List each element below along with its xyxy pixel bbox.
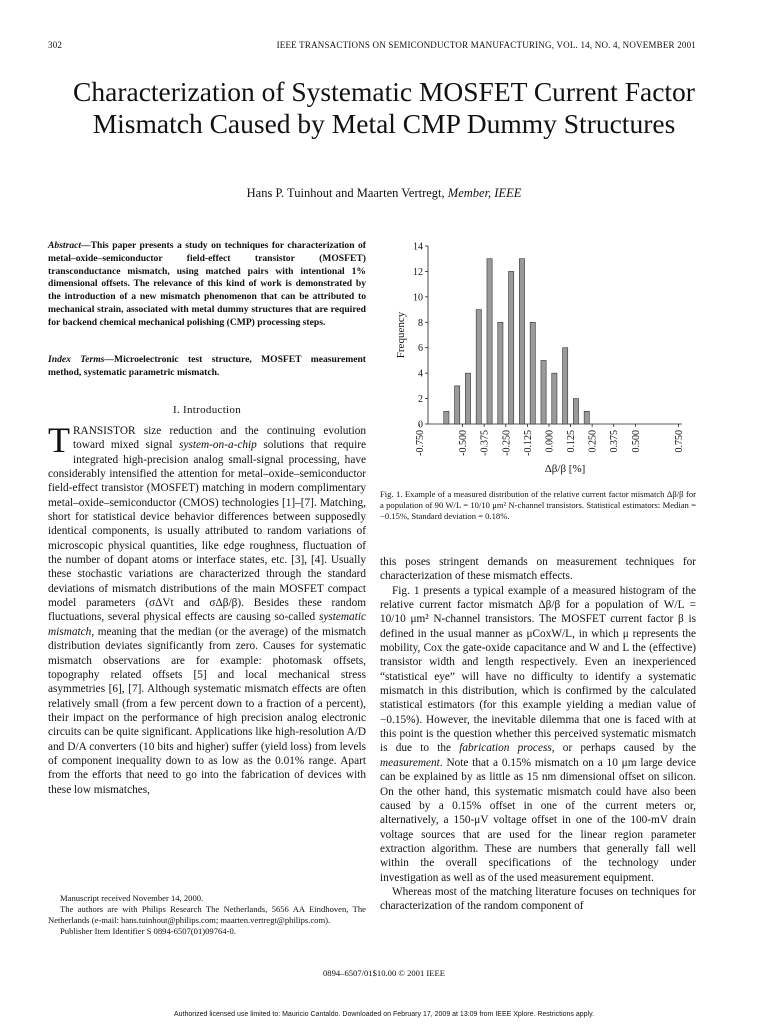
right-p2-measurement: measurement: [380, 756, 440, 769]
histogram-bar: [563, 348, 568, 424]
footnote-affiliation: The authors are with Philips Research The Netherlands, 5656 AA Eindhoven, The Netherlands (e-mail: hans.tuinhout@philips.com; maarten.vertregt@philips.com).: [48, 904, 366, 925]
intro-soc: system-on-a-chip: [179, 439, 257, 452]
copyright-line: 0894–6507/01$10.00 © 2001 IEEE: [322, 968, 446, 978]
x-tick-label: 0.375: [609, 430, 621, 453]
histogram-bar: [455, 386, 460, 424]
y-tick-label: 2: [418, 394, 423, 406]
right-p2-a: Fig. 1 presents a typical example of a measured histogram of the relative current factor mismatch Δβ/β for a population of W/L = 10/10 μm² N-channel transistors. The MOSFET current factor β is defined in the usual manner as μCoxW/L, in which μ represents the mobility, Cox the gate-oxide capacitance and W and L the (effective) transistor width and length respectively. Even an inexperienced “statistical eye” will have no difficulty to identify a systematic mismatch in this distribution, which is confirmed by the calculated statistical estimators (for this example yielding a median value of −0.15%). However, the inevitable dilemma that one is faced with at this point is the question whether this perceived systematic mismatch is due to the: [380, 584, 696, 755]
page-number: 302: [48, 40, 63, 50]
x-tick-label: -0.750: [414, 430, 426, 456]
figure-caption: Fig. 1. Example of a measured distribution of the relative current factor mismatch Δβ/β for a population of 90 W/L = 10/10 μm² N-channel transistors. Statistical estimators: Median = −0.15%, Standard deviation = 0.18%.: [380, 489, 696, 521]
intro-paragraph: [48, 420, 366, 797]
x-tick-label: 0.250: [587, 430, 599, 453]
y-tick-label: 0: [418, 419, 423, 431]
intro-text-a: RANSISTOR size reduction and the continuing evolution toward mixed signal: [73, 425, 366, 452]
right-paragraph-2: [380, 584, 696, 885]
authorized-use-notice: Authorized licensed use limited to: Mauricio Cantaldo. Downloaded on February 17, 2009 at 13:09 from IEEE Xplore. Restrictions apply.: [173, 1011, 595, 1018]
histogram-bar: [519, 259, 524, 424]
right-p2-fabrication: fabrication process: [459, 742, 552, 755]
journal-header: IEEE TRANSACTIONS ON SEMICONDUCTOR MANUFACTURING, VOL. 14, NO. 4, NOVEMBER 2001: [276, 40, 696, 50]
x-tick-label: -0.250: [501, 430, 513, 456]
histogram-figure: [380, 236, 696, 478]
y-axis-label: Frequency: [395, 311, 407, 359]
x-tick-label: 0.750: [674, 430, 686, 453]
author-line: [40, 186, 728, 201]
y-tick-label: 4: [418, 368, 423, 380]
y-tick-label: 6: [418, 343, 423, 355]
histogram-bar: [487, 259, 492, 424]
x-tick-label: 0.500: [630, 430, 642, 453]
index-terms-text: Microelectronic test structure, MOSFET measurement method, systematic parametric mismatch.: [48, 354, 366, 378]
abstract: [48, 240, 366, 330]
intro-text-c: , meaning that the median (or the average) of the mismatch distribution deviates significantly from zero. Causes for systematic mismatch observations are for example: photomask offsets, topography related offsets [5] and local mechanical stress asymmetries [6], [7]. Although systematic mismatch effects are often relatively small (from a few percent down to a fraction of a percent), their impact on the performance of high precision analog electronic circuits can be quite significant. Applications like high-resolution A/D and D/A converters (10 bits and higher) suffer (yield loss) from levels of component inequality down to as low as the 0.01% range. Apart from the efforts that need to go into the fabrication of devices with these low mismatches,: [48, 625, 366, 796]
abstract-label: Abstract—: [48, 240, 91, 251]
index-terms: [48, 354, 366, 380]
y-tick-label: 10: [413, 292, 423, 304]
right-paragraph-1: this poses stringent demands on measurement techniques for characterization of these mismatch effects.: [380, 556, 696, 583]
histogram-bar: [541, 360, 546, 424]
histogram-bar: [465, 373, 470, 424]
histogram-bar: [498, 322, 503, 424]
section-heading: I. Introduction: [172, 404, 242, 416]
author-membership: Member, IEEE: [447, 186, 522, 200]
footnote-received: Manuscript received November 14, 2000.: [60, 893, 204, 903]
histogram-bar: [444, 411, 449, 424]
x-tick-label: -0.125: [522, 430, 534, 456]
index-terms-label: Index Terms—: [48, 354, 115, 365]
y-tick-label: 8: [418, 317, 423, 329]
histogram-bar: [584, 411, 589, 424]
x-tick-label: 0.000: [544, 430, 556, 453]
y-tick-label: 14: [413, 241, 423, 253]
abstract-text: This paper presents a study on techniques for characterization of metal–oxide–semiconductor field-effect transistor (MOSFET) transconductance mismatch, using matched pairs with intentional 1% dimensional offsets. The relevance of this kind of work is demonstrated by the introduction of a new mismatch phenomenon that can be attributed to mechanical strain, associated with metal dummy structures that are required for backend chemical mechanical polishing (CMP) processing steps.: [48, 240, 366, 328]
footnotes: [48, 893, 366, 937]
right-paragraph-3: Whereas most of the matching literature focuses on techniques for characterization of the random component of: [380, 885, 696, 913]
intro-text-b: solutions that require integrated high-precision analog small-signal processing, have considerably intensified the attention for metal–oxide–semiconductor field-effect transistor (MOSFET) matching in modern complimentary metal–oxide–semiconductor (CMOS) technologies [1]–[7]. Matching, short for statistical device behavior differences between supposedly identical components, is usually attributed to random variations of microscopic physical quantities, like edge roughness, fluctuation of the number of dopant atoms or interface states, etc. [3], [4]. Usually these stochastic variations are characterized through the standard deviations of mismatch distributions of the main MOSFET compact model parameters (σΔVt and σΔβ/β). Besides these random fluctuations, several physical effects are causing so-called: [48, 439, 366, 624]
y-tick-label: 12: [413, 266, 423, 278]
author-names: Hans P. Tuinhout and Maarten Vertregt,: [246, 186, 445, 200]
histogram-plot: [395, 242, 685, 476]
right-column-text: [380, 555, 696, 914]
right-p2-c: . Note that a 0.15% mismatch on a 10 μm large device can be explained by as little as 15 nm dimensional offset on silicon. On the other hand, this systematic mismatch could have also been caused by a 0.15% offset in one of the current meters or, alternatively, a 150-μV voltage offset in one of the 100-mV drain voltage sources that are used for the linear region parameter extraction algorithm. These are numbers that generally fall well within the overall specifications of the technology under investigation as well as of the used measurement equipment.: [380, 756, 696, 884]
histogram-bar: [552, 373, 557, 424]
histogram-bar: [530, 322, 535, 424]
drop-cap: T: [48, 420, 70, 460]
x-tick-label: -0.500: [458, 430, 470, 456]
histogram-bar: [573, 399, 578, 424]
intro-systematic-mismatch: systematic mismatch: [48, 611, 366, 638]
paper-title: Characterization of Systematic MOSFET Current Factor Mismatch Caused by Metal CMP Dummy Structures: [73, 76, 695, 139]
histogram-bar: [509, 271, 514, 424]
right-p2-b: , or perhaps caused by the: [551, 742, 696, 755]
x-axis-label: Δβ/β [%]: [544, 463, 586, 475]
histogram-bar: [476, 310, 481, 424]
x-tick-label: 0.125: [566, 430, 578, 453]
x-tick-label: -0.375: [479, 430, 491, 456]
footnote-identifier: Publisher Item Identifier S 0894-6507(01)09764-0.: [60, 926, 236, 936]
